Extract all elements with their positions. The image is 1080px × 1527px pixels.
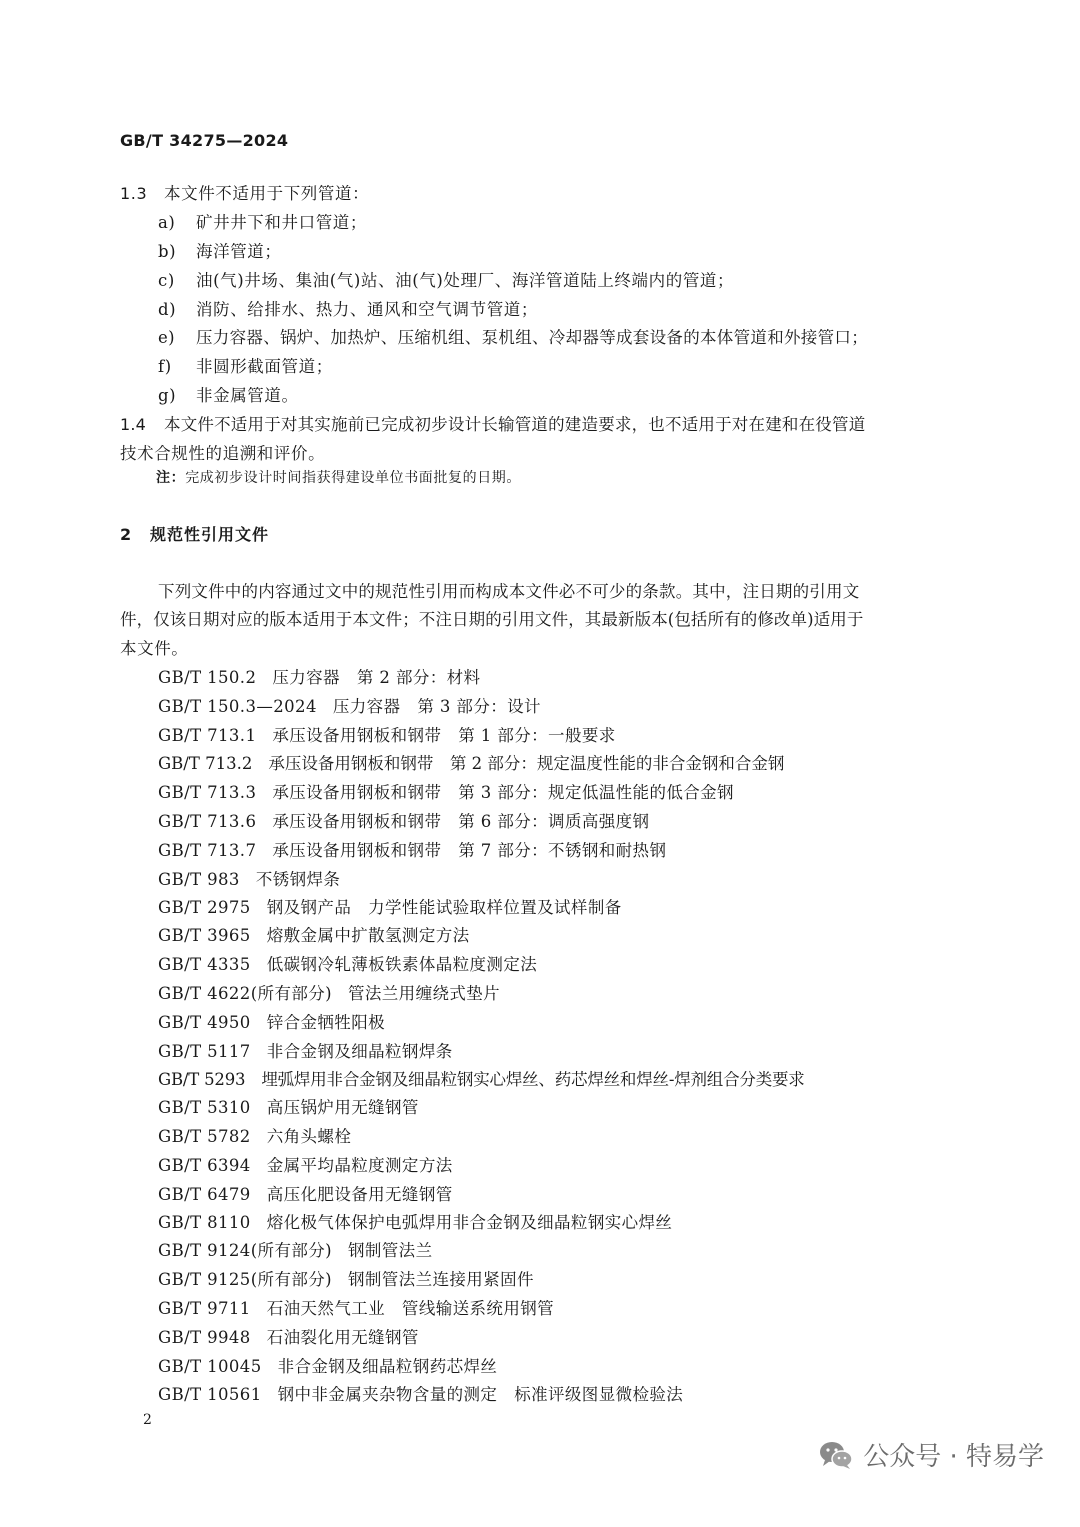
item-text: 消防、给排水、热力、通风和空气调节管道；	[196, 300, 538, 319]
reference-code: GB/T 6479	[158, 1185, 251, 1204]
reference-code: GB/T 3965	[158, 926, 251, 945]
reference-item	[158, 1181, 453, 1205]
reference-title: 钢制管法兰连接用紧固件	[347, 1270, 534, 1289]
reference-title: 高压锅炉用无缝钢管	[266, 1098, 419, 1117]
reference-item	[158, 1066, 805, 1090]
item-letter: e)	[158, 328, 175, 347]
reference-title: 石油裂化用无缝钢管	[266, 1328, 419, 1347]
item-letter: g)	[158, 386, 177, 405]
reference-title: 承压设备用钢板和钢带 第 7 部分：不锈钢和耐热钢	[272, 841, 667, 860]
reference-code: GB/T 9124(所有部分)	[158, 1241, 332, 1260]
reference-item	[158, 980, 500, 1004]
list-item	[158, 238, 282, 262]
reference-title: 不锈钢焊条	[255, 870, 341, 889]
section-heading	[120, 522, 269, 545]
reference-item	[158, 1152, 453, 1176]
clause-text: 本文件不适用于下列管道：	[164, 184, 370, 203]
item-letter: c)	[158, 271, 175, 290]
note-text: 完成初步设计时间指获得建设单位书面批复的日期。	[185, 470, 522, 486]
reference-code: GB/T 713.2	[158, 754, 253, 773]
reference-item	[158, 808, 649, 832]
watermark	[819, 1436, 1044, 1473]
reference-item	[158, 664, 480, 688]
reference-item	[158, 779, 734, 803]
reference-code: GB/T 5117	[158, 1042, 251, 1061]
intro-paragraph-line: 下列文件中的内容通过文中的规范性引用而构成本文件必不可少的条款。其中，注日期的引用文	[158, 582, 860, 601]
clause-1-4-continued: 技术合规性的追溯和评价。	[120, 444, 326, 463]
reference-title: 熔化极气体保护电弧焊用非合金钢及细晶粒钢实心焊丝	[266, 1213, 673, 1232]
reference-title: 低碳钢冷轧薄板铁素体晶粒度测定法	[266, 955, 538, 974]
reference-item	[158, 1009, 385, 1033]
clause-1-3	[120, 180, 369, 204]
reference-item	[158, 750, 784, 774]
reference-code: GB/T 8110	[158, 1213, 251, 1232]
reference-item	[158, 1094, 419, 1118]
item-letter: b)	[158, 242, 177, 261]
reference-title: 承压设备用钢板和钢带 第 1 部分：一般要求	[272, 726, 616, 745]
watermark-text: 公众号 · 特易学	[863, 1442, 1044, 1472]
reference-title: 钢中非金属夹杂物含量的测定 标准评级图显微检验法	[277, 1385, 684, 1404]
item-letter: f)	[158, 357, 172, 376]
list-item	[158, 267, 734, 291]
reference-code: GB/T 9711	[158, 1299, 251, 1318]
reference-code: GB/T 713.3	[158, 783, 257, 802]
reference-code: GB/T 713.6	[158, 812, 257, 831]
reference-code: GB/T 150.3—2024	[158, 697, 317, 716]
reference-title: 锌合金牺牲阳极	[266, 1013, 386, 1032]
reference-code: GB/T 713.1	[158, 726, 257, 745]
reference-code: GB/T 5293	[158, 1070, 246, 1089]
reference-item	[158, 951, 537, 975]
reference-code: GB/T 4622(所有部分)	[158, 984, 332, 1003]
reference-code: GB/T 5782	[158, 1127, 251, 1146]
list-item	[158, 296, 538, 320]
reference-item	[158, 1324, 419, 1348]
list-item	[158, 209, 367, 233]
note-label: 注：	[156, 470, 186, 486]
reference-item	[158, 837, 666, 861]
reference-item	[158, 922, 470, 946]
reference-item	[158, 722, 616, 746]
reference-item	[158, 693, 541, 717]
reference-title: 压力容器 第 3 部分：设计	[332, 697, 541, 716]
reference-code: GB/T 983	[158, 870, 240, 889]
reference-title: 钢制管法兰	[347, 1241, 433, 1260]
reference-code: GB/T 150.2	[158, 668, 257, 687]
reference-code: GB/T 9125(所有部分)	[158, 1270, 332, 1289]
section-title: 规范性引用文件	[150, 525, 270, 544]
reference-item	[158, 1266, 534, 1290]
document-code-header: GB/T 34275—2024	[120, 131, 289, 150]
reference-title: 承压设备用钢板和钢带 第 2 部分：规定温度性能的非合金钢和合金钢	[268, 754, 785, 773]
wechat-icon	[819, 1440, 853, 1470]
list-item	[158, 382, 299, 406]
clause-number: 1.3	[120, 184, 148, 203]
reference-title: 六角头螺栓	[266, 1127, 352, 1146]
reference-item	[158, 894, 622, 918]
item-text: 海洋管道；	[196, 242, 282, 261]
reference-title: 熔敷金属中扩散氢测定方法	[266, 926, 470, 945]
reference-item	[158, 1381, 683, 1405]
reference-title: 非合金钢及细晶粒钢焊条	[266, 1042, 453, 1061]
note	[156, 467, 521, 487]
reference-code: GB/T 5310	[158, 1098, 251, 1117]
section-number: 2	[120, 525, 133, 544]
reference-item	[158, 1237, 432, 1261]
item-letter: d)	[158, 300, 177, 319]
reference-item	[158, 1038, 453, 1062]
reference-code: GB/T 2975	[158, 898, 251, 917]
reference-code: GB/T 4335	[158, 955, 251, 974]
clause-text: 本文件不适用于对其实施前已完成初步设计长输管道的建造要求，也不适用于对在建和在役管道	[164, 415, 866, 434]
reference-title: 金属平均晶粒度测定方法	[266, 1156, 453, 1175]
reference-code: GB/T 10045	[158, 1357, 262, 1376]
intro-paragraph-line: 本文件。	[120, 639, 189, 658]
reference-title: 承压设备用钢板和钢带 第 3 部分：规定低温性能的低合金钢	[272, 783, 734, 802]
clause-number: 1.4	[120, 415, 147, 434]
reference-item	[158, 1209, 672, 1233]
reference-code: GB/T 6394	[158, 1156, 251, 1175]
reference-title: 非合金钢及细晶粒钢药芯焊丝	[277, 1357, 498, 1376]
reference-item	[158, 1123, 351, 1147]
list-item	[158, 353, 333, 377]
item-letter: a)	[158, 213, 176, 232]
list-item	[158, 324, 868, 348]
reference-item	[158, 1353, 497, 1377]
reference-code: GB/T 10561	[158, 1385, 262, 1404]
reference-code: GB/T 9948	[158, 1328, 251, 1347]
intro-paragraph-line: 件，仅该日期对应的版本适用于本文件；不注日期的引用文件，其最新版本(包括所有的修改单)适用于	[120, 610, 864, 629]
reference-title: 管法兰用缠绕式垫片	[347, 984, 501, 1003]
reference-title: 石油天然气工业 管线输送系统用钢管	[266, 1299, 555, 1318]
reference-code: GB/T 713.7	[158, 841, 257, 860]
clause-1-4	[120, 411, 865, 435]
reference-item	[158, 866, 340, 890]
reference-title: 钢及钢产品 力学性能试验取样位置及试样制备	[266, 898, 622, 917]
item-text: 矿井井下和井口管道；	[196, 213, 367, 232]
item-text: 非圆形截面管道；	[196, 357, 333, 376]
item-text: 油(气)井场、集油(气)站、油(气)处理厂、海洋管道陆上终端内的管道；	[196, 271, 735, 290]
reference-code: GB/T 4950	[158, 1013, 251, 1032]
page-number: 2	[143, 1412, 152, 1428]
item-text: 非金属管道。	[196, 386, 299, 405]
reference-item	[158, 1295, 554, 1319]
reference-title: 承压设备用钢板和钢带 第 6 部分：调质高强度钢	[272, 812, 650, 831]
reference-title: 压力容器 第 2 部分：材料	[272, 668, 481, 687]
reference-title: 埋弧焊用非合金钢及细晶粒钢实心焊丝、药芯焊丝和焊丝-焊剂组合分类要求	[261, 1070, 805, 1089]
reference-title: 高压化肥设备用无缝钢管	[266, 1185, 453, 1204]
item-text: 压力容器、锅炉、加热炉、压缩机组、泵机组、冷却器等成套设备的本体管道和外接管口；	[196, 328, 868, 347]
